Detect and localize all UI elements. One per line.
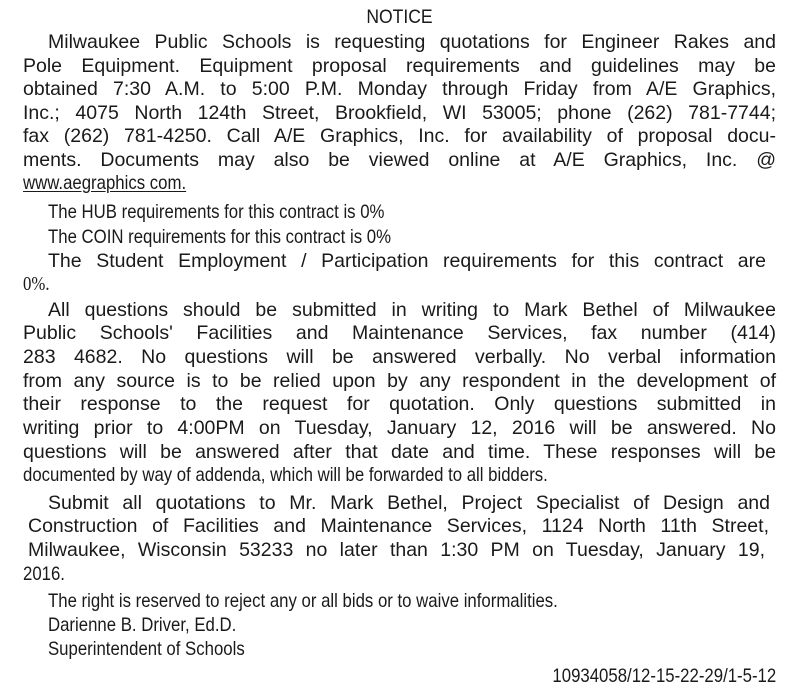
text-line: from any source is to be relied upon by any respondent in the development of	[23, 370, 776, 392]
text-line: questions will be answered after that date and time. These responses will be	[23, 441, 776, 463]
website-link[interactable]: www.aegraphics com.	[23, 172, 187, 194]
notice-title: NOTICE	[366, 6, 433, 28]
text-line: Pole Equipment. Equipment proposal requirements and guidelines may be	[23, 55, 776, 77]
reservation-statement: The right is reserved to reject any or all bids or to waive informalities.	[48, 590, 558, 612]
text-line: Construction of Facilities and Maintenance Services, 1124 North 11th Street,	[28, 515, 769, 537]
text-line: Inc.; 4075 North 124th Street, Brookfield, WI 53005; phone (262) 781-7744;	[23, 102, 776, 124]
text-line: obtained 7:30 A.M. to 5:00 P.M. Monday through Friday from A/E Graphics,	[23, 78, 776, 100]
text-line: writing prior to 4:00PM on Tuesday, January 12, 2016 will be answered. No	[23, 417, 776, 439]
text-line: their response to the request for quotation. Only questions submitted in	[23, 393, 776, 415]
signatory-name: Darienne B. Driver, Ed.D.	[48, 614, 237, 636]
text-line: Public Schools' Facilities and Maintenance Services, fax number (414)	[23, 322, 776, 344]
text-line: 283 4682. No questions will be answered verbally. No verbal information	[23, 346, 776, 368]
text-line: Milwaukee, Wisconsin 53233 no later than 1:30 PM on Tuesday, January 19,	[28, 539, 765, 561]
reference-number: 10934058/12-15-22-29/1-5-12	[552, 665, 776, 687]
text-line: Milwaukee Public Schools is requesting quotations for Engineer Rakes and	[48, 31, 776, 53]
text-line: documented by way of addenda, which will be forwarded to all bidders.	[23, 464, 548, 486]
text-line: fax (262) 781-4250. Call A/E Graphics, Inc. for availability of proposal docu-	[23, 125, 776, 147]
text-line: ments. Documents may also be viewed online at A/E Graphics, Inc. @	[23, 149, 776, 171]
text-line: The Student Employment / Participation requirements for this contract are	[48, 250, 766, 272]
text-line: 2016.	[23, 563, 65, 585]
signatory-title: Superintendent of Schools	[48, 638, 245, 660]
coin-requirement: The COIN requirements for this contract is 0%	[48, 226, 391, 248]
text-line: Submit all quotations to Mr. Mark Bethel, Project Specialist of Design and	[48, 492, 770, 514]
text-line: All questions should be submitted in writing to Mark Bethel of Milwaukee	[48, 299, 776, 321]
text-line: 0%.	[23, 274, 50, 295]
hub-requirement: The HUB requirements for this contract is 0%	[48, 201, 385, 223]
